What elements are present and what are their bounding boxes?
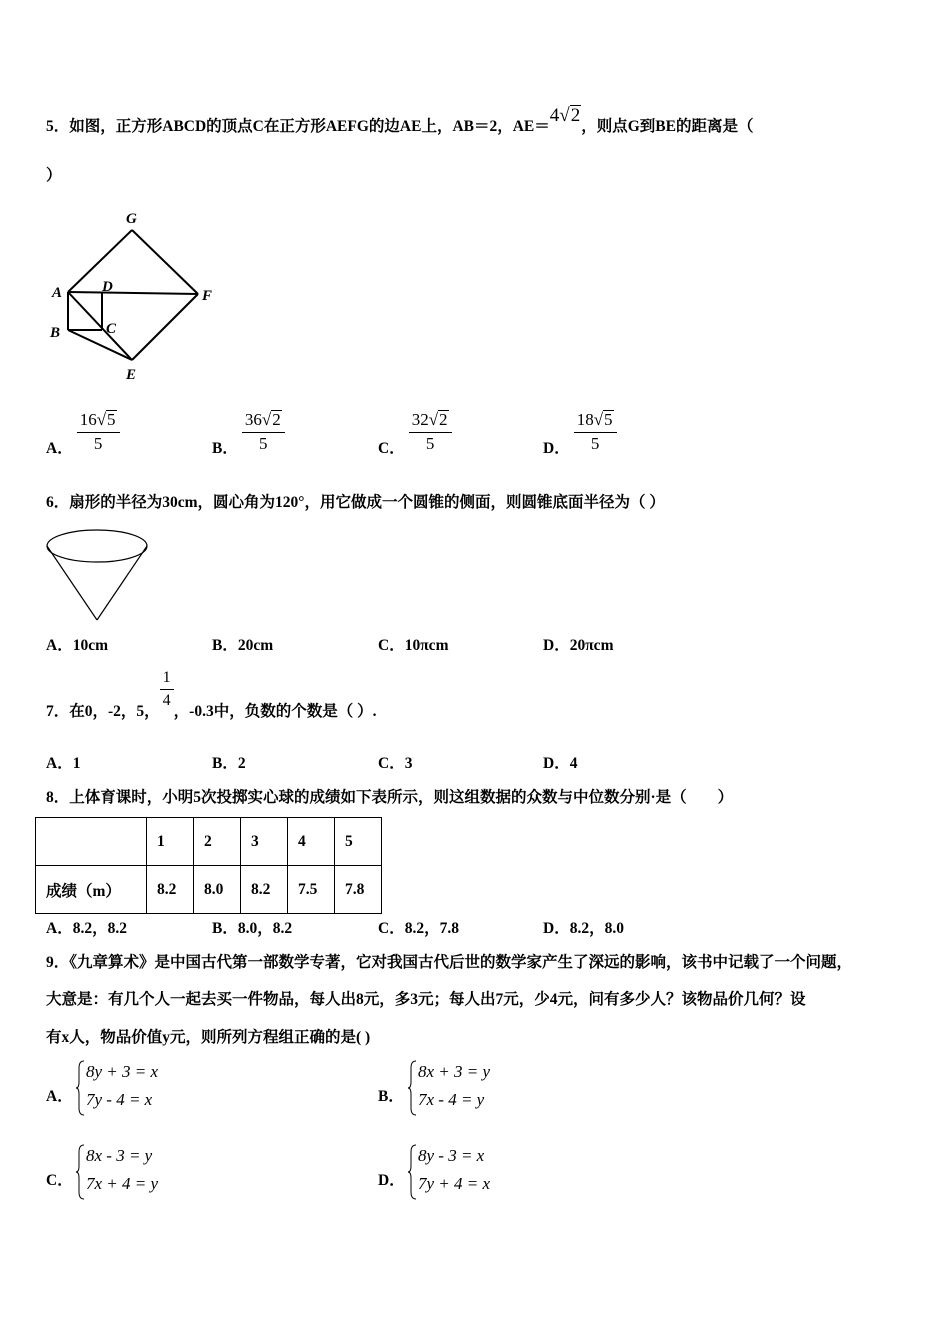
q5-text-before: 5．如图，正方形ABCD的顶点C在正方形AEFG的边AE上，AB＝2，AE＝ [46, 118, 550, 135]
q7-option-c[interactable]: C．3 [378, 755, 413, 772]
label-f: F [202, 288, 213, 304]
q5-close-paren: ） [46, 167, 62, 184]
q9-option-d[interactable]: D． 8y - 3 = x 7y + 4 = x [378, 1142, 638, 1202]
label-c: C [106, 321, 117, 337]
q5-text-after: ，则点G到BE的距离是（ [581, 118, 754, 135]
q9-stem-line3: 有x人，物品价值y元，则所列方程组正确的是( ) [46, 1029, 371, 1046]
label-a: A [52, 285, 63, 301]
q8-stem: 8．上体育课时，小明5次投掷实心球的成绩如下表所示，则这组数据的众数与中位数分别·是（ ） [46, 789, 734, 806]
q7-option-b[interactable]: B．2 [212, 755, 246, 772]
label-e: E [126, 367, 137, 383]
q6-stem: 6．扇形的半径为30cm，圆心角为120°，用它做成一个圆锥的侧面，则圆锥底面半径为（ ） [46, 494, 665, 511]
q6-option-b[interactable]: B．20cm [212, 637, 274, 654]
q7-stem: 7．在0，-2，5， $\frac{1}{4}$ ，-0.3中，负数的个数是（ ）. [46, 669, 377, 720]
q9-option-c[interactable]: C． 8x - 3 = y 7x + 4 = y [46, 1142, 306, 1202]
q5-option-c[interactable]: C． $\frac{32√2}{5}$ [378, 410, 452, 453]
table-header-row: 1 2 3 4 5 [36, 818, 382, 866]
q7-option-d[interactable]: D．4 [543, 755, 578, 772]
q8-score-table [35, 817, 382, 914]
edge-be [68, 330, 132, 360]
q5-option-b[interactable]: B． $\frac{36√2}{5}$ [212, 410, 285, 453]
brace-icon [408, 1060, 418, 1116]
q5-option-a[interactable]: A． $\frac{16√5}{5}$ [46, 410, 120, 453]
q5-ae-value: 4√2 [549, 105, 581, 126]
edge-ag [68, 230, 132, 292]
q8-option-a[interactable]: A．8.2，8.2 [46, 920, 127, 937]
q8-option-d[interactable]: D．8.2，8.0 [543, 920, 624, 937]
q8-option-b[interactable]: B．8.0，8.2 [212, 920, 293, 937]
label-g: G [126, 211, 137, 227]
brace-icon [408, 1144, 418, 1200]
label-b: B [50, 325, 61, 341]
q9-option-b[interactable]: B． 8x + 3 = y 7x - 4 = y [378, 1058, 638, 1118]
table-row: 成绩（m） 8.2 8.0 8.2 7.5 7.8 [36, 866, 382, 914]
q5-option-d[interactable]: D． $\frac{18√5}{5}$ [543, 410, 617, 453]
edge-af [68, 292, 198, 294]
edge-ae [68, 292, 132, 360]
edge-gf [132, 230, 198, 294]
q8-option-c[interactable]: C．8.2，7.8 [378, 920, 459, 937]
q6-option-c[interactable]: C．10πcm [378, 637, 449, 654]
q6-cone-figure [44, 526, 154, 626]
q9-stem-line1: 9．《九章算术》是中国古代第一部数学专著，它对我国古代后世的数学家产生了深远的影响，该书中记载了一个问题， [46, 954, 853, 971]
q5-stem [46, 105, 754, 137]
brace-icon [76, 1144, 86, 1200]
label-d: D [102, 279, 113, 295]
q7-option-a[interactable]: A．1 [46, 755, 81, 772]
q9-stem-line2: 大意是：有几个人一起去买一件物品，每人出8元，多3元；每人出7元，少4元，问有多少人？该物品价几何？设 [46, 991, 806, 1008]
edge-fe [132, 294, 198, 360]
q6-option-d[interactable]: D．20πcm [543, 637, 614, 654]
q9-option-a[interactable]: A． 8y + 3 = x 7y - 4 = x [46, 1058, 306, 1118]
q5-geometry-figure [40, 205, 230, 385]
q6-option-a[interactable]: A．10cm [46, 637, 108, 654]
brace-icon [76, 1060, 86, 1116]
